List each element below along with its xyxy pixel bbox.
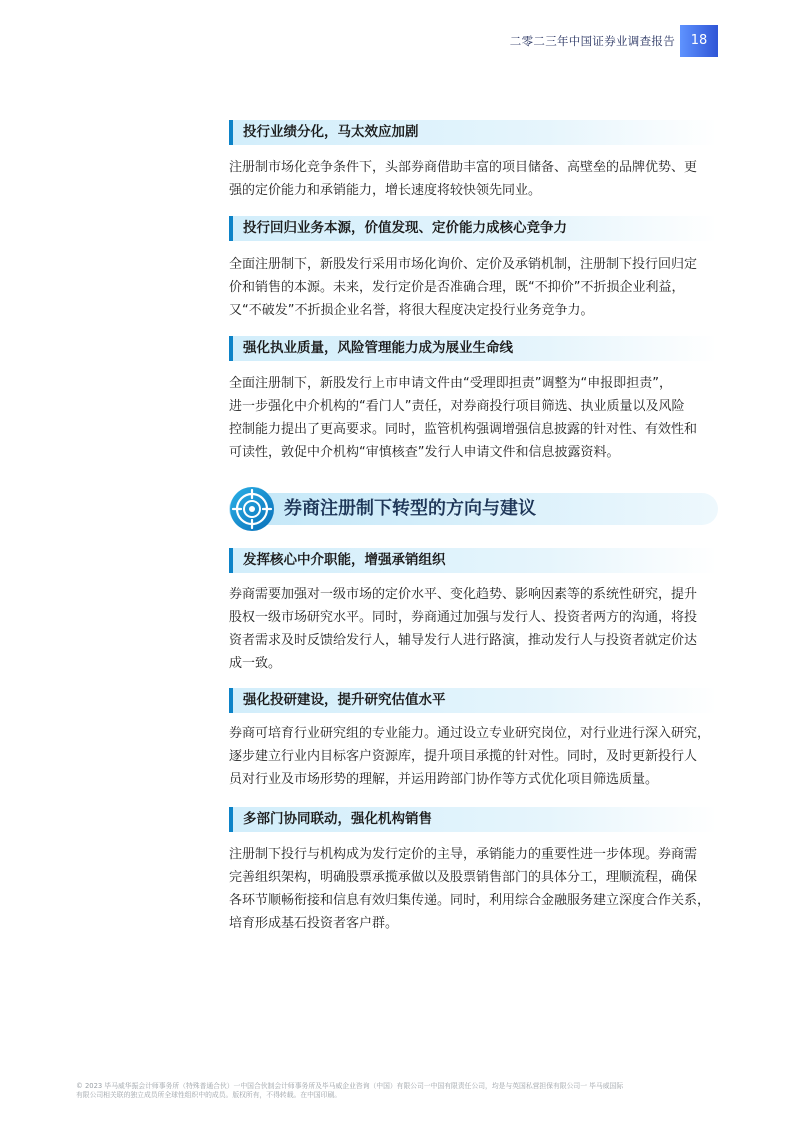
paragraph-practice-quality [229, 372, 721, 464]
text-line: 进一步强化中介机构的“看门人”责任，对券商投行项目筛选、执业质量以及风险 [229, 399, 685, 414]
report-title: 二零二三年中国证券业调查报告 [509, 34, 675, 48]
text-line: 强的定价能力和承销能力，增长速度将较快领先同业。 [229, 183, 542, 198]
subheading-return-to-fundamentals: 投行回归业务本源，价值发现、定价能力成核心竞争力 [229, 216, 717, 241]
text-line: 注册制市场化竞争条件下，头部券商借助丰富的项目储备、高壁垒的品牌优势、更 [229, 160, 698, 175]
text-line: 注册制下投行与机构成为发行定价的主导，承销能力的重要性进一步体现。券商需 [229, 847, 698, 862]
text-line: 券商需要加强对一级市场的定价水平、变化趋势、影响因素等的系统性研究，提升 [229, 587, 698, 602]
target-icon [229, 486, 275, 532]
text-line: 培育形成基石投资者客户群。 [229, 916, 399, 931]
text-line: 控制能力提出了更高要求。同时，监管机构强调增强信息披露的针对性、有效性和 [229, 422, 698, 437]
paragraph-cross-department [229, 843, 721, 935]
subheading-research-capability: 强化投研建设，提升研究估值水平 [229, 688, 717, 713]
text-line: 又“不破发”不折损企业名誉，将很大程度决定投行业务竞争力。 [229, 303, 594, 318]
text-line: 可读性，敦促中介机构“审慎核查”发行人申请文件和信息披露资料。 [229, 445, 620, 460]
paragraph-investment-banking-divergence [229, 156, 721, 202]
paragraph-research-capability [229, 722, 721, 791]
section-title: 券商注册制下转型的方向与建议 [284, 498, 536, 519]
subheading-cross-department: 多部门协同联动，强化机构销售 [229, 807, 717, 832]
paragraph-return-to-fundamentals [229, 253, 721, 322]
copyright-footer [76, 1082, 716, 1100]
text-line: 完善组织架构，明确股票承揽承做以及股票销售部门的具体分工，理顺流程，确保 [229, 870, 698, 885]
text-line: 员对行业及市场形势的理解，并运用跨部门协作等方式优化项目筛选质量。 [229, 772, 659, 787]
paragraph-core-intermediary [229, 583, 721, 675]
subheading-practice-quality: 强化执业质量，风险管理能力成为展业生命线 [229, 336, 717, 361]
text-line: 资者需求及时反馈给发行人，辅导发行人进行路演，推动发行人与投资者就定价达 [229, 633, 698, 648]
footer-line: © 2023 毕马威华振会计师事务所（特殊普通合伙）一中国合伙制会计师事务所及毕马威企业咨询（中国）有限公司一中国有限责任公司，均是与英国私营担保有限公司一 毕马威国际 [76, 1082, 624, 1090]
text-line: 股权一级市场研究水平。同时，券商通过加强与发行人、投资者两方的沟通，将投 [229, 610, 698, 625]
subheading-investment-banking-divergence: 投行业绩分化，马太效应加剧 [229, 120, 717, 145]
text-line: 券商可培育行业研究组的专业能力。通过设立专业研究岗位，对行业进行深入研究， [229, 726, 711, 741]
text-line: 价和销售的本源。未来，发行定价是否准确合理，既“不抑价”不折损企业利益， [229, 280, 685, 295]
footer-line: 有限公司相关联的独立成员所全球性组织中的成员。版权所有，不得转载。在中国印刷。 [76, 1091, 342, 1099]
text-line: 成一致。 [229, 656, 282, 671]
text-line: 逐步建立行业内目标客户资源库，提升项目承揽的针对性。同时，及时更新投行人 [229, 749, 698, 764]
subheading-core-intermediary: 发挥核心中介职能，增强承销组织 [229, 548, 717, 573]
text-line: 全面注册制下，新股发行采用市场化询价、定价及承销机制，注册制下投行回归定 [229, 257, 698, 272]
text-line: 全面注册制下，新股发行上市申请文件由“受理即担责”调整为“申报即担责”， [229, 376, 672, 391]
page-number-badge: 18 [680, 25, 718, 57]
text-line: 各环节顺畅衔接和信息有效归集传递。同时，利用综合金融服务建立深度合作关系， [229, 893, 711, 908]
